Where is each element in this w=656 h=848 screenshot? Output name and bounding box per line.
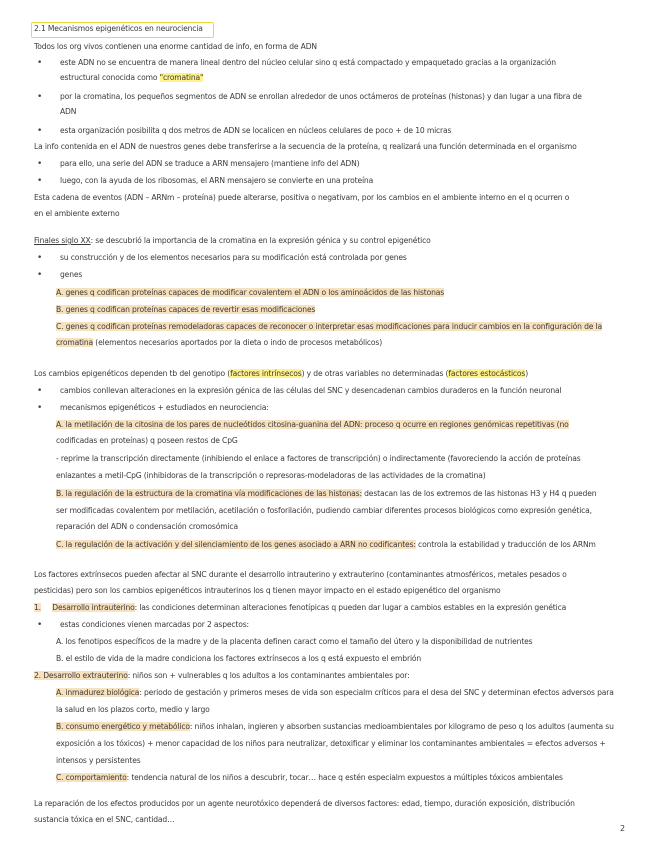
bullet-dot: • xyxy=(37,159,43,169)
p1-b2b: ADN xyxy=(60,107,77,116)
p2-lead: Finales siglo XX: se descubrió la importancia de la cromatina en la expresión génica y su control epigenético xyxy=(34,236,431,245)
p1-b2a: por la cromatina, los pequeños segmentos de ADN se enrollan alrededor de unos octámeros de proteínas (histonas) y dan lugar a una fibra de xyxy=(60,92,582,101)
p2-b: B. genes q codifican proteínas capaces de revertir esas modificaciones xyxy=(56,305,316,314)
bullet-dot: • xyxy=(37,92,43,102)
p3-bb2: ser modificadas covalentem por metilación, acetilación o fosforilación, pudiendo cambiar diferentes procesos biológicos como expresión genética, xyxy=(56,506,592,515)
p1-chain2: en el ambiente externo xyxy=(34,209,120,218)
p3-a1: A. la metilación de la citosina de los pares de nucleótidos citosina-guanina del ADN: proceso q ocurre en regiones genómicas repetitivas (no xyxy=(56,420,569,429)
bullet-dot: • xyxy=(37,403,43,413)
p2-b2: genes xyxy=(60,270,83,279)
p3-a3: - reprime la transcripción directamente (inhibiendo el enlace a factores de transcripción) o indirectamente (favoreciendo la acción de proteínas xyxy=(56,454,581,463)
p3-bb3: reparación del ADN o condensación cromosómica xyxy=(56,522,238,531)
p2-c2: cromatina (elementos necesarios aportados por la dieta o indo de procesos metabólicos) xyxy=(56,338,383,347)
p4-n1: 1. Desarrollo intrauterino: las condiciones determinan alteraciones fenotípicas q pueden dar lugar a cambios estables en la expresión genética xyxy=(34,603,567,612)
p4-g: C. comportamiento: tendencia natural de los niños a descubrir, tocar… hace q estén especialm expuestos a múltiples tóxicos ambientales xyxy=(56,773,563,782)
p4-f2: exposición a los tóxicos) + menor capacidad de los niños para neutralizar, detoxificar y eliminar los contaminantes ambientales = efectos adversos + xyxy=(56,739,606,748)
bullet-dot: • xyxy=(37,386,43,396)
p1-b1a: este ADN no se encuentra de manera lineal dentro del núcleo celular sino q está compactado y empaquetado gracias a la organización xyxy=(60,58,556,67)
p4-f1: B. consumo energético y metabólico: niños inhalan, ingieren y absorben sustancias medioambientales por kilogramo de peso q los adultos (aumenta su xyxy=(56,722,614,731)
bullet-dot: • xyxy=(37,126,43,136)
p5-l2: sustancia tóxica en el SNC, cantidad… xyxy=(34,815,175,824)
bullet-dot: • xyxy=(37,58,43,68)
bullet-dot: • xyxy=(37,176,43,186)
p4-f3: intensos y persistentes xyxy=(56,756,141,765)
p4-b: B. el estilo de vida de la madre condiciona los factores extrínsecos a los q está expuesto el embrión xyxy=(56,654,422,663)
p4-b1: estas condiciones vienen marcadas por 2 aspectos: xyxy=(60,620,249,629)
p4-l2: pesticidas) pero son los cambios epigenéticos intrauterinos los q tienen mayor impacto en el estado epigenético del organismo xyxy=(34,586,501,595)
bullet-dot: • xyxy=(37,270,43,280)
p4-n2: 2. Desarrollo extrauterino: niños son + vulnerables q los adultos a los contaminantes ambientales por: xyxy=(34,671,410,680)
bullet-dot: • xyxy=(37,620,43,630)
p3-bb1: B. la regulación de la estructura de la cromatina vía modificaciones de las histonas: destacan las de los extremos de las histonas H3 y H4 q pueden xyxy=(56,489,597,498)
p4-e2: la salud en los plazos corto, medio y largo xyxy=(56,705,210,714)
section-title: 2.1 Mecanismos epigenéticos en neurociencia xyxy=(34,24,203,33)
p3-b1: cambios conllevan alteraciones en la expresión génica de las células del SNC y desencadenan cambios duraderos en la función neuronal xyxy=(60,386,562,395)
p4-l1: Los factores extrínsecos pueden afectar al SNC durante el desarrollo intrauterino y extrauterino (contaminantes atmosféricos, metales pesados o xyxy=(34,570,567,579)
p3-cc: C. la regulación de la activación y del silenciamiento de los genes asociado a ARN no codificantes: controla la estabilidad y traducción de los ARNm xyxy=(56,540,596,549)
p1-intro: Todos los org vivos contienen una enorme cantidad de info, en forma de ADN xyxy=(34,42,317,51)
p4-a: A. los fenotipos específicos de la madre y de la placenta definen caract como el tamaño del útero y la disponibilidad de nutrientes xyxy=(56,637,533,646)
p3-l1: Los cambios epigenéticos dependen tb del genotipo (factores intrínsecos) y de otras variables no determinadas (factores estocásticos) xyxy=(34,369,529,378)
p3-a2: codificadas en proteínas) q poseen restos de CpG xyxy=(56,436,238,445)
p1-b4: para ello, una serie del ADN se traduce a ARN mensajero (mantiene info del ADN) xyxy=(60,159,360,168)
p2-b1: su construcción y de los elementos necesarios para su modificación está controlada por genes xyxy=(60,253,407,262)
p1-chain1: Esta cadena de eventos (ADN – ARNm – proteína) puede alterarse, positiva o negativam, por los cambios en el ambiente interno en el q ocurren o xyxy=(34,193,570,202)
p1-b1b: estructural conocida como "cromatina" xyxy=(60,73,204,82)
p5-l1: La reparación de los efectos producidos por un agente neurotóxico dependerá de diversos factores: edad, tiempo, duración exposición, distribución xyxy=(34,799,575,808)
p3-a4: enlazantes a metil-CpG (inhibidoras de la transcripción o represoras-modeladoras de las actividades de la cromatina) xyxy=(56,471,486,480)
page-number: 2 xyxy=(620,824,626,833)
p1-info: La info contenida en el ADN de nuestros genes debe transferirse a la secuencia de la proteína, q realizará una función determinada en el organismo xyxy=(34,142,577,151)
bullet-dot: • xyxy=(37,253,43,263)
p2-a: A. genes q codifican proteínas capaces de modificar covalentem el ADN o los aminoácidos de las histonas xyxy=(56,288,445,297)
p1-b5: luego, con la ayuda de los ribosomas, el ARN mensajero se convierte en una proteína xyxy=(60,176,374,185)
p2-c1: C. genes q codifican proteínas remodeladoras capaces de reconocer o interpretar esas modificaciones para inducir cambios en la configuración de la xyxy=(56,322,603,331)
p3-b2: mecanismos epigenéticos + estudiados en neurociencia: xyxy=(60,403,269,412)
p1-b3: esta organización posibilita q dos metros de ADN se localicen en núcleos celulares de poco + de 10 micras xyxy=(60,126,452,135)
p4-e1: A. inmadurez biológica: periodo de gestación y primeros meses de vida son especialm críticos para el desa del SNC y determinan efectos adversos para xyxy=(56,688,614,697)
